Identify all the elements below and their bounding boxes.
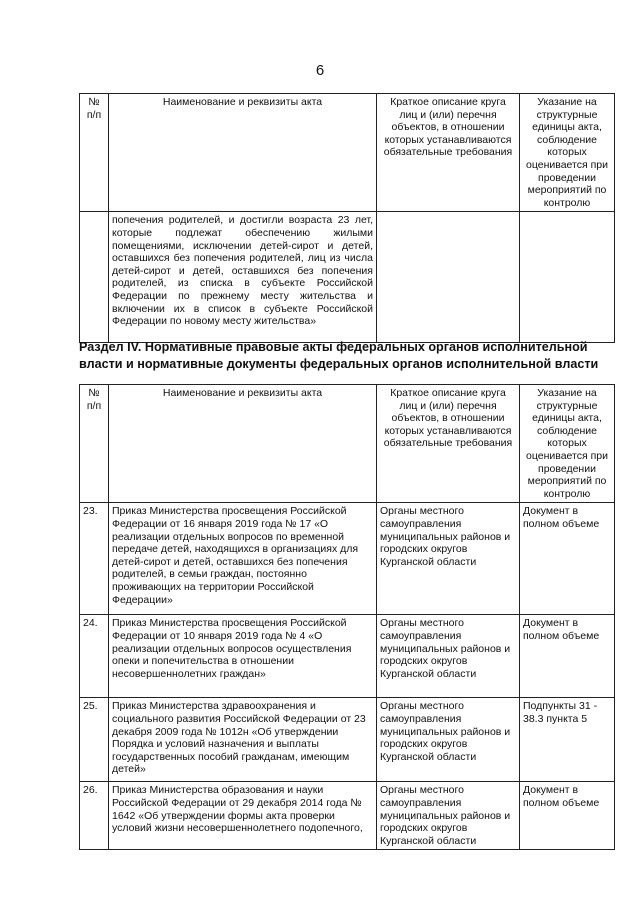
header-structural-units: Указание на структурные единицы акта, соблюдение которых оценивается при проведении мероприятий по контролю bbox=[520, 94, 615, 212]
row-act-name: Приказ Министерства здравоохранения и социального развития Российской Федерации от 23 декабря 2009 года № 1012н «Об утверждении Порядка и условий назначения и выплаты государственных пособий гражданам, имеющим детей» bbox=[109, 698, 377, 782]
page-number: 6 bbox=[315, 62, 325, 79]
row-num: 23. bbox=[80, 503, 109, 615]
cell-empty bbox=[80, 212, 109, 343]
table-row bbox=[80, 782, 615, 850]
row-description: Органы местного самоуправления муниципальных районов и городских округов Курганской области bbox=[377, 782, 520, 850]
row-structural-units: Документ в полном объеме bbox=[520, 615, 615, 698]
table-header-row bbox=[80, 94, 615, 212]
row-description: Органы местного самоуправления муниципальных районов и городских округов Курганской области bbox=[377, 615, 520, 698]
header-description: Краткое описание круга лиц и (или) перечня объектов, в отношении которых устанавливаются обязательные требования bbox=[377, 385, 520, 503]
table-header-row bbox=[80, 385, 615, 503]
row-structural-units: Подпункты 31 - 38.3 пункта 5 bbox=[520, 698, 615, 782]
cell-empty bbox=[377, 212, 520, 343]
header-num: № п/п bbox=[80, 94, 109, 212]
cell-empty bbox=[520, 212, 615, 343]
header-structural-units: Указание на структурные единицы акта, соблюдение которых оценивается при проведении мероприятий по контролю bbox=[520, 385, 615, 503]
section-title: Раздел IV. Нормативные правовые акты федеральных органов исполнительной власти и нормативные документы федеральных органов исполнительной власти bbox=[79, 340, 599, 371]
header-description: Краткое описание круга лиц и (или) перечня объектов, в отношении которых устанавливаются обязательные требования bbox=[377, 94, 520, 212]
table-row-continuation bbox=[80, 212, 615, 343]
table-row bbox=[80, 503, 615, 615]
row-description: Органы местного самоуправления муниципальных районов и городских округов Курганской области bbox=[377, 503, 520, 615]
acts-table-section-4 bbox=[79, 384, 615, 850]
row-structural-units: Документ в полном объеме bbox=[520, 782, 615, 850]
table-row bbox=[80, 615, 615, 698]
row-act-name: Приказ Министерства просвещения Российской Федерации от 16 января 2019 года № 17 «О реализации отдельных вопросов по временной передаче детей, находящихся в организациях для детей-сирот и детей, оставшихся без попечения родителей, в семьи граждан, постоянно проживающих на территории Российской Федерации» bbox=[109, 503, 377, 615]
row-num: 24. bbox=[80, 615, 109, 698]
row-act-name: Приказ Министерства просвещения Российской Федерации от 10 января 2019 года № 4 «О реализации отдельных вопросов осуществления опеки и попечительства в отношении несовершеннолетних граждан» bbox=[109, 615, 377, 698]
row-act-name: Приказ Министерства образования и науки Российской Федерации от 29 декабря 2014 года № 1642 «Об утверждении формы акта проверки условий жизни несовершеннолетнего подопечного, bbox=[109, 782, 377, 850]
row-num: 26. bbox=[80, 782, 109, 850]
row-description: Органы местного самоуправления муниципальных районов и городских округов Курганской области bbox=[377, 698, 520, 782]
continuation-text: попечения родителей, и достигли возраста 23 лет, которые подлежат обеспечению жилыми помещениями, исключении детей-сирот и детей, оставшихся без попечения родителей, лиц из числа детей-сирот и детей, оставшихся без попечения родителей, из списка в субъекте Российской Федерации по прежнему месту жительства и включении их в список в субъекте Российской Федерации по новому месту жительства» bbox=[109, 212, 377, 343]
header-num: № п/п bbox=[80, 385, 109, 503]
row-num: 25. bbox=[80, 698, 109, 782]
header-name: Наименование и реквизиты акта bbox=[109, 385, 377, 503]
table-row bbox=[80, 698, 615, 782]
acts-table-continued bbox=[79, 93, 615, 343]
header-name: Наименование и реквизиты акта bbox=[109, 94, 377, 212]
row-structural-units: Документ в полном объеме bbox=[520, 503, 615, 615]
